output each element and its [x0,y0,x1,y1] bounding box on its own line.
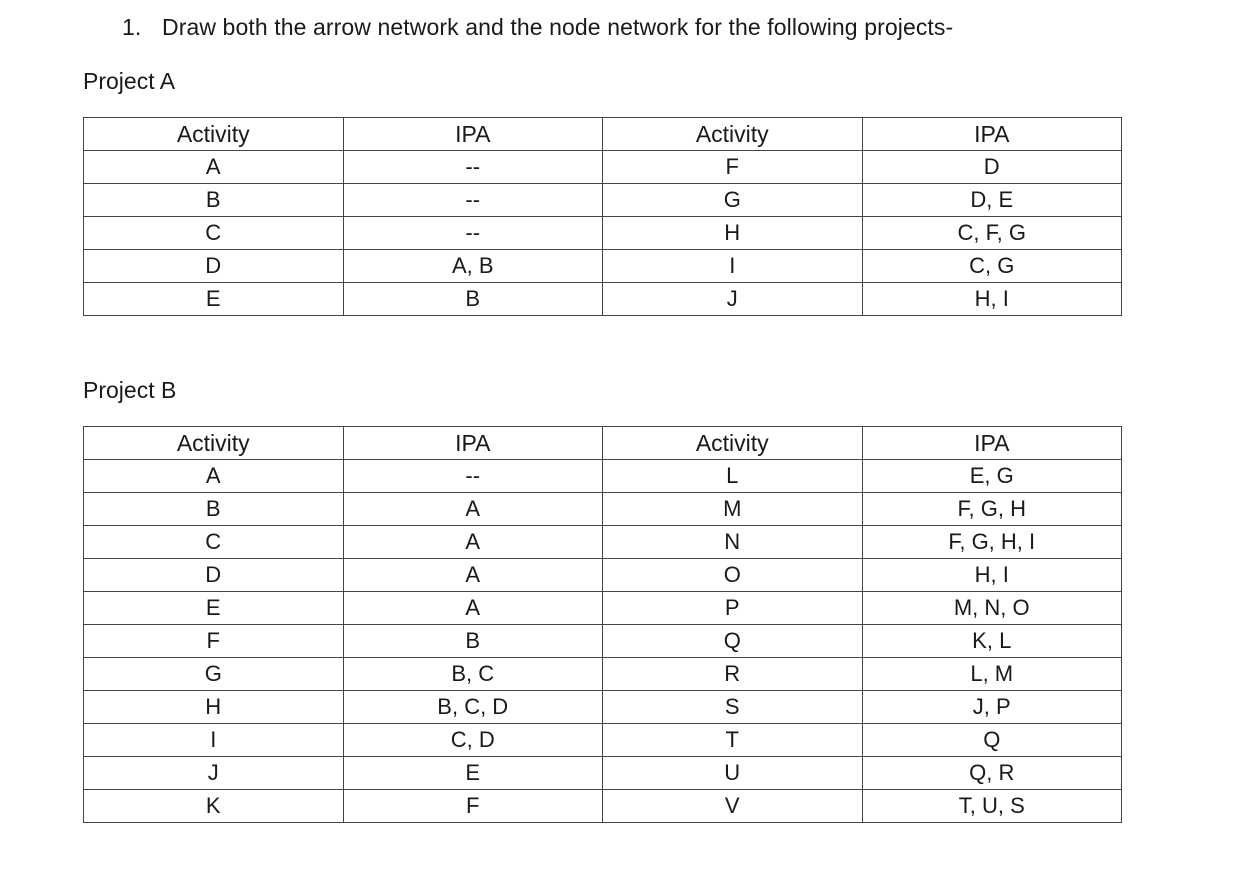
question-text: Draw both the arrow network and the node network for the following projects- [162,14,954,40]
table-row [84,460,1122,493]
project-b-heading: Project B [83,377,177,403]
table-row [84,559,1122,592]
ipa-cell: E [343,757,603,790]
ipa-cell: A, B [343,250,603,283]
activity-cell: K [84,790,344,823]
ipa-cell: Q, R [862,757,1122,790]
question-number: 1. [122,14,142,40]
activity-cell: G [84,658,344,691]
ipa-cell: -- [343,184,603,217]
ipa-cell: B, C, D [343,691,603,724]
activity-cell: L [603,460,863,493]
activity-cell: J [603,283,863,316]
ipa-cell: B [343,625,603,658]
ipa-cell: K, L [862,625,1122,658]
column-header-activity: Activity [603,118,863,151]
ipa-cell: -- [343,151,603,184]
table-row [84,526,1122,559]
activity-cell: G [603,184,863,217]
ipa-cell: L, M [862,658,1122,691]
activity-cell: R [603,658,863,691]
table-row [84,283,1122,316]
activity-cell: F [603,151,863,184]
activity-cell: D [84,250,344,283]
activity-cell: A [84,151,344,184]
activity-cell: T [603,724,863,757]
activity-cell: V [603,790,863,823]
ipa-cell: F [343,790,603,823]
table-row [84,217,1122,250]
ipa-cell: D, E [862,184,1122,217]
activity-cell: I [603,250,863,283]
ipa-cell: H, I [862,283,1122,316]
table-row [84,724,1122,757]
ipa-cell: F, G, H [862,493,1122,526]
ipa-cell: A [343,592,603,625]
activity-cell: A [84,460,344,493]
ipa-cell: B, C [343,658,603,691]
table-row [84,790,1122,823]
ipa-cell: J, P [862,691,1122,724]
activity-cell: N [603,526,863,559]
ipa-cell: C, F, G [862,217,1122,250]
activity-cell: E [84,283,344,316]
table-header-row [84,427,1122,460]
activity-cell: B [84,184,344,217]
project-b-table [83,426,1122,823]
column-header-ipa: IPA [343,118,603,151]
ipa-cell: -- [343,217,603,250]
activity-cell: E [84,592,344,625]
table-row [84,658,1122,691]
table-row [84,625,1122,658]
ipa-cell: F, G, H, I [862,526,1122,559]
project-a-heading: Project A [83,68,176,94]
activity-cell: J [84,757,344,790]
activity-cell: C [84,217,344,250]
table-row [84,592,1122,625]
ipa-cell: D [862,151,1122,184]
table-row [84,493,1122,526]
activity-cell: Q [603,625,863,658]
project-a-table [83,117,1122,316]
activity-cell: S [603,691,863,724]
column-header-activity: Activity [603,427,863,460]
activity-cell: C [84,526,344,559]
table-row [84,151,1122,184]
ipa-cell: M, N, O [862,592,1122,625]
column-header-activity: Activity [84,118,344,151]
activity-cell: D [84,559,344,592]
ipa-cell: C, G [862,250,1122,283]
ipa-cell: C, D [343,724,603,757]
ipa-cell: -- [343,460,603,493]
activity-cell: P [603,592,863,625]
ipa-cell: T, U, S [862,790,1122,823]
activity-cell: B [84,493,344,526]
table-row [84,691,1122,724]
ipa-cell: A [343,559,603,592]
ipa-cell: H, I [862,559,1122,592]
ipa-cell: E, G [862,460,1122,493]
activity-cell: I [84,724,344,757]
ipa-cell: B [343,283,603,316]
column-header-activity: Activity [84,427,344,460]
activity-cell: F [84,625,344,658]
activity-cell: H [84,691,344,724]
table-row [84,184,1122,217]
table-row [84,250,1122,283]
table-header-row [84,118,1122,151]
column-header-ipa: IPA [862,427,1122,460]
activity-cell: O [603,559,863,592]
ipa-cell: A [343,493,603,526]
question-heading [122,14,953,41]
table-row [84,757,1122,790]
ipa-cell: A [343,526,603,559]
column-header-ipa: IPA [862,118,1122,151]
activity-cell: H [603,217,863,250]
activity-cell: U [603,757,863,790]
column-header-ipa: IPA [343,427,603,460]
ipa-cell: Q [862,724,1122,757]
activity-cell: M [603,493,863,526]
